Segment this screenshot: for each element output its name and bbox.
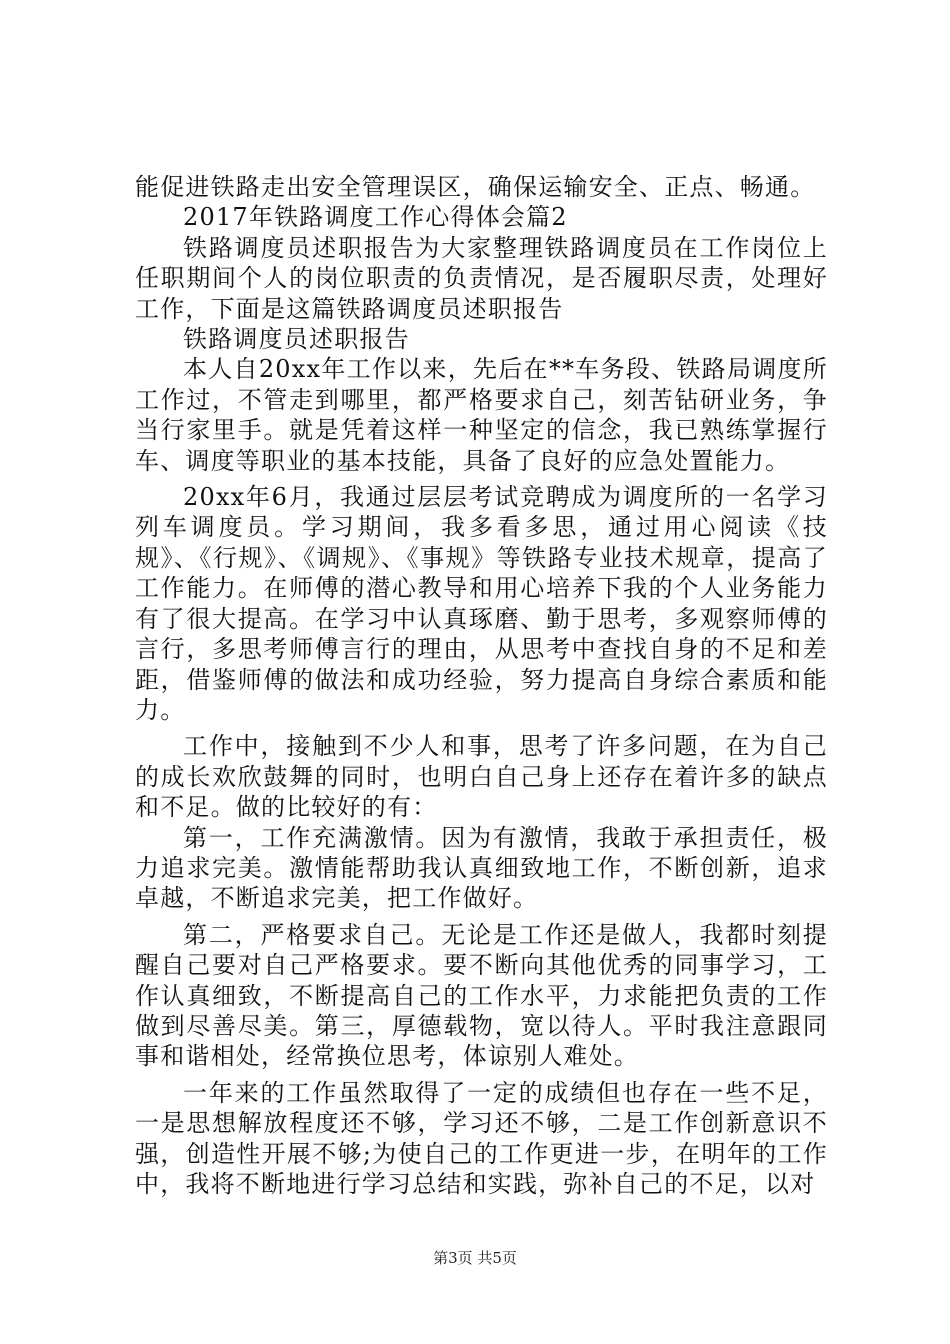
paragraph-point-two: 第二，严格要求自己。无论是工作还是做人，我都时刻提醒自己要对自己严格要求。要不断向其他优秀的同事学习，工作认真细致，不断提高自己的工作水平，力求能把负责的工作做到尽善尽美。第三，厚德载物，宽以待人。平时我注意跟同事和谐相处，经常换位思考，体谅别人难处。 xyxy=(135,920,828,1071)
paragraph-point-one: 第一，工作充满激情。因为有激情，我敢于承担责任，极力追求完美。激情能帮助我认真细致地工作，不断创新，追求卓越，不断追求完美，把工作做好。 xyxy=(135,823,828,913)
section-heading: 2017年铁路调度工作心得体会篇2 xyxy=(183,203,568,232)
paragraph-learning: 20xx年6月，我通过层层考试竞聘成为调度所的一名学习列车调度员。学习期间，我多看多思，通过用心阅读《技规》、《行规》、《调规》、《事规》等铁路专业技术规章，提高了工作能力。在师傅的潜心教导和用心培养下我的个人业务能力有了很大提高。在学习中认真琢磨、勤于思考，多观察师傅的言行，多思考师傅言行的理由，从思考中查找自身的不足和差距，借鉴师傅的做法和成功经验，努力提高自身综合素质和能力。 xyxy=(135,483,828,724)
page-number-footer: 第3页 共5页 xyxy=(433,1249,517,1267)
document-body xyxy=(135,172,828,1199)
paragraph-shortcomings: 一年来的工作虽然取得了一定的成绩但也存在一些不足，一是思想解放程度还不够，学习还不够，二是工作创新意识不强，创造性开展不够;为使自己的工作更进一步，在明年的工作中，我将不断地进行学习总结和实践，弥补自己的不足，以对 xyxy=(135,1078,828,1198)
paragraph-reflection: 工作中，接触到不少人和事，思考了许多问题，在为自己的成长欢欣鼓舞的同时，也明白自己身上还存在着许多的缺点和不足。做的比较好的有： xyxy=(135,732,828,822)
report-title: 铁路调度员述职报告 xyxy=(183,325,410,354)
paragraph-continuation: 能促进铁路走出安全管理误区，确保运输安全、正点、畅通。 xyxy=(135,173,816,201)
paragraph-background: 本人自20xx年工作以来，先后在**车务段、铁路局调度所工作过，不管走到哪里，都严格要求自己，刻苦钻研业务，争当行家里手。就是凭着这样一种坚定的信念，我已熟练掌握行车、调度等职业的基本技能，具备了良好的应急处置能力。 xyxy=(135,355,828,475)
paragraph-intro: 铁路调度员述职报告为大家整理铁路调度员在工作岗位上任职期间个人的岗位职责的负责情况，是否履职尽责，处理好工作，下面是这篇铁路调度员述职报告 xyxy=(135,233,828,323)
